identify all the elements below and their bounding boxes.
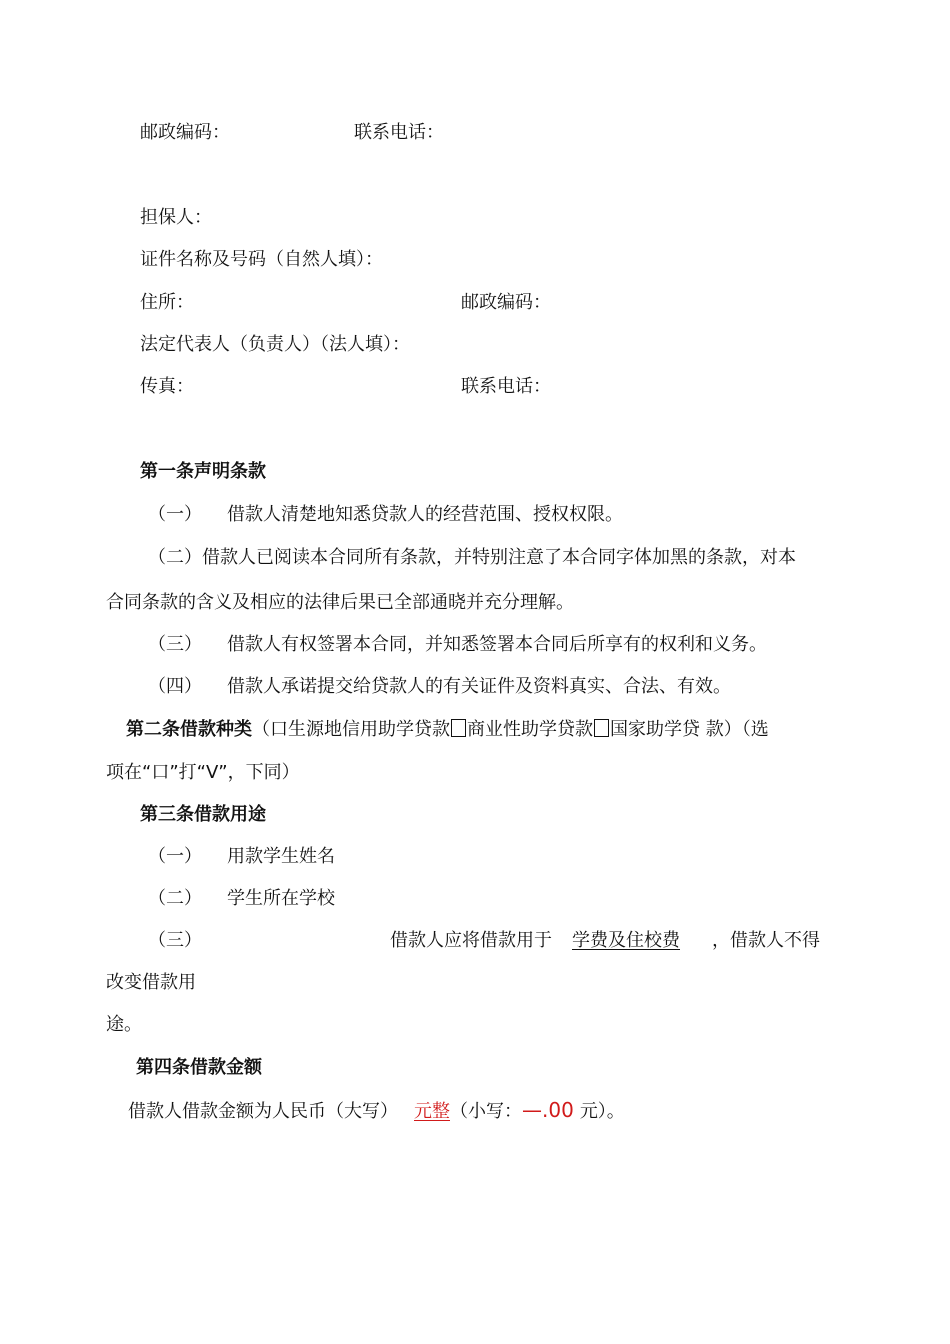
loan-amount-lower-field: —.00 — [522, 1098, 574, 1122]
article-2-line2: 项在“口”打“V”，下同） — [106, 762, 300, 783]
guarantor-postal-label: 邮政编码： — [461, 292, 551, 313]
article-1-item3-num: （三） — [148, 634, 202, 655]
guarantor-id-label: 证件名称及号码（自然人填）： — [140, 249, 383, 270]
article-1-title: 第一条声明条款 — [140, 461, 266, 482]
article-1-item2-line1: （二）借款人已阅读本合同所有条款，并特别注意了本合同字体加黑的条款，对本 — [148, 547, 796, 568]
phone-label: 联系电话： — [354, 122, 444, 143]
loan-purpose-field: 学费及住校费 — [572, 930, 680, 951]
checkbox-national[interactable] — [594, 719, 609, 737]
guarantor-fax-label: 传真： — [140, 376, 194, 397]
loan-type-option-3: 国家助学贷 款）（选 — [610, 719, 769, 740]
loan-amount-upper-field: 元整 — [414, 1101, 450, 1122]
article-3-line2: 改变借款用 — [106, 972, 196, 993]
article-3-item3-text-b: ，借款人不得 — [712, 930, 820, 951]
article-1-item3-text: 借款人有权签署本合同，并知悉签署本合同后所享有的权利和义务。 — [227, 634, 767, 655]
article-4-line — [128, 1098, 625, 1124]
article-1-item1-num: （一） — [148, 504, 202, 525]
article-3-item3-text-a: 借款人应将借款用于 — [390, 930, 552, 951]
article-1-item4-text: 借款人承诺提交给贷款人的有关证件及资料真实、合法、有效。 — [227, 676, 731, 697]
postal-code-label: 邮政编码： — [140, 122, 230, 143]
article-4-title: 第四条借款金额 — [136, 1057, 262, 1078]
article-3-title: 第三条借款用途 — [140, 804, 266, 825]
loan-amount-text-a: 借款人借款金额为人民币（大写） — [128, 1101, 398, 1122]
article-1-item1-text: 借款人清楚地知悉贷款人的经营范围、授权权限。 — [227, 504, 623, 525]
guarantor-title: 担保人： — [140, 207, 212, 228]
article-3-item2-text: 学生所在学校 — [227, 888, 335, 909]
loan-amount-text-c: 元）。 — [579, 1101, 625, 1122]
loan-amount-text-b: （小写： — [450, 1101, 522, 1122]
checkbox-commercial[interactable] — [451, 719, 466, 737]
guarantor-address-label: 住所： — [140, 292, 194, 313]
article-1-item4-num: （四） — [148, 676, 202, 697]
guarantor-phone-label: 联系电话： — [461, 376, 551, 397]
loan-type-option-1: 口生源地信用助学贷款 — [270, 719, 450, 740]
article-3-item1-num: （一） — [148, 846, 202, 867]
article-2-line1 — [126, 718, 769, 742]
article-1-item2-line2: 合同条款的含义及相应的法律后果已全部通晓并充分理解。 — [106, 592, 574, 613]
article-2-title: 第二条借款种类 — [126, 719, 252, 740]
loan-type-option-2: 商业性助学贷款 — [467, 719, 593, 740]
article-3-item2-num: （二） — [148, 888, 202, 909]
article-3-line3: 途。 — [106, 1014, 142, 1035]
article-3-item3-num: （三） — [148, 930, 202, 951]
guarantor-legal-rep-label: 法定代表人（负责人）（法人填）： — [140, 334, 410, 355]
article-3-item1-text: 用款学生姓名 — [227, 846, 335, 867]
article-2-paren: （ — [252, 719, 270, 740]
